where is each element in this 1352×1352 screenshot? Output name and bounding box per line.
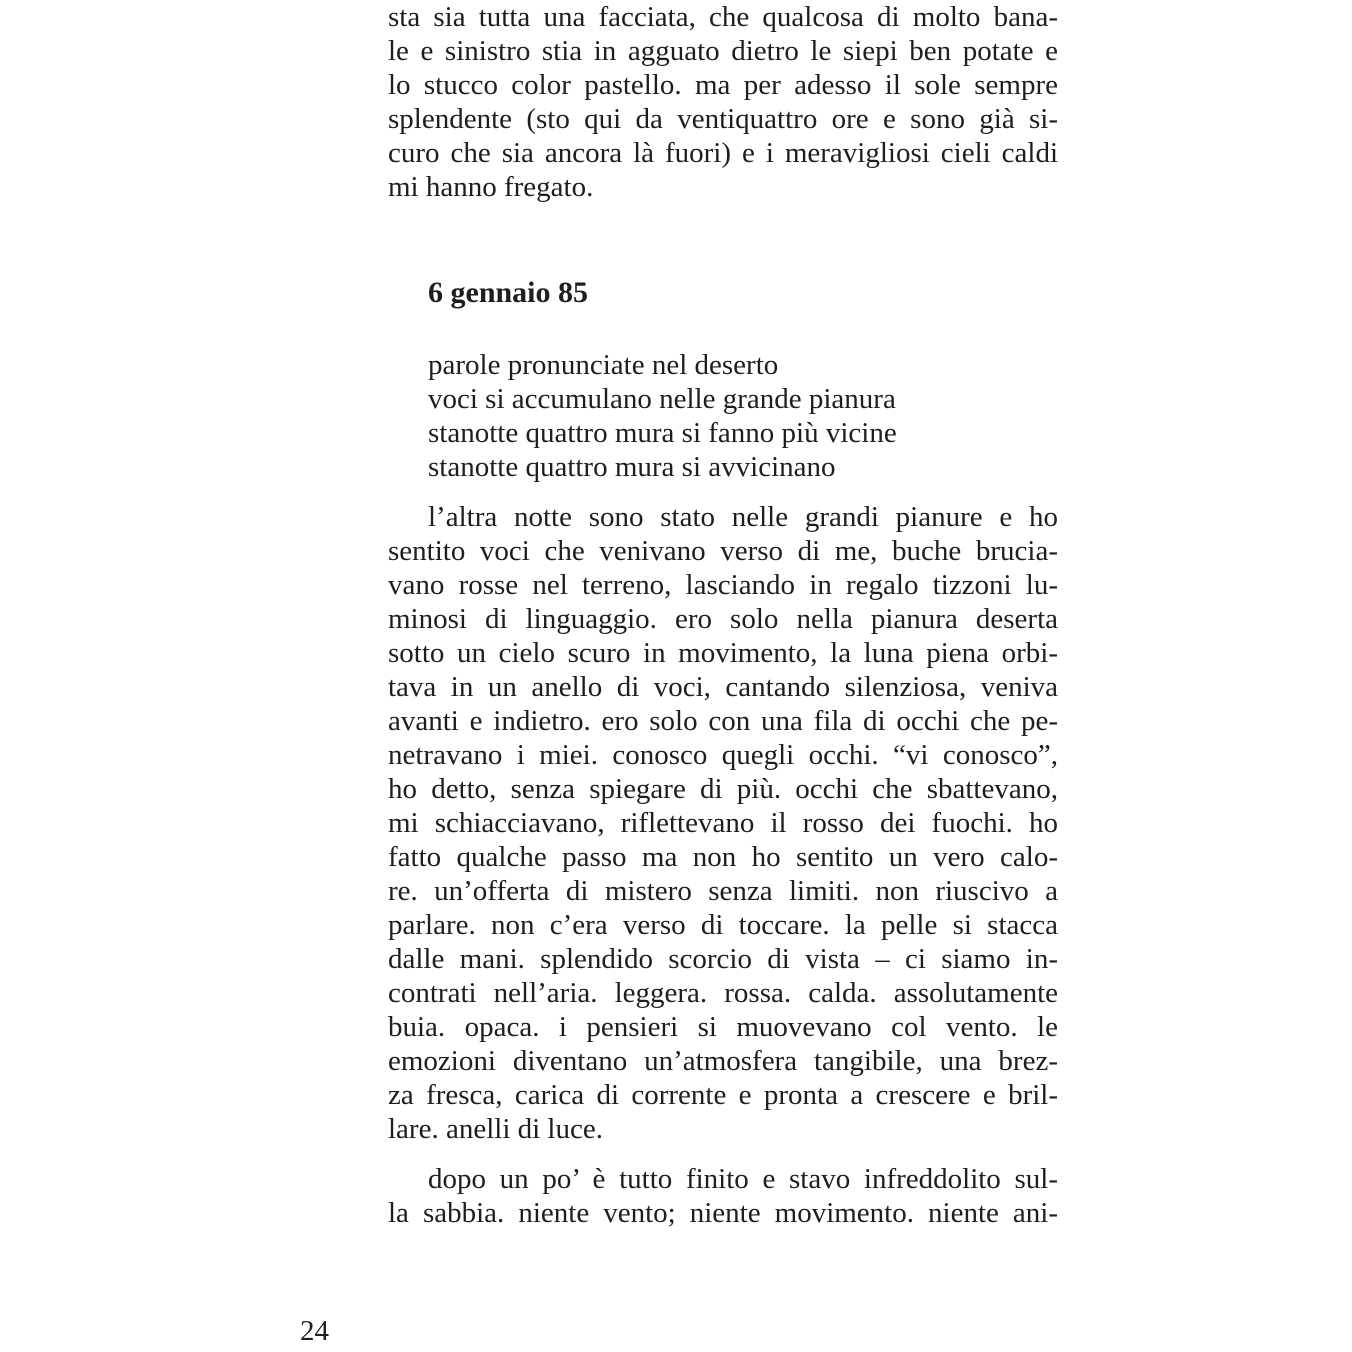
text-line: la sabbia. niente vento; niente movimento. niente ani- <box>388 1197 1058 1229</box>
text-line: parlare. non c’era verso di toccare. la pelle si stacca <box>388 909 1058 941</box>
text-line: le e sinistro stia in agguato dietro le siepi ben potate e <box>388 35 1058 67</box>
text-line: splendente (sto qui da ventiquattro ore e sono già si- <box>388 103 1058 135</box>
text-line: ho detto, senza spiegare di più. occhi che sbattevano, <box>388 773 1058 805</box>
text-line: fatto qualche passo ma non ho sentito un vero calo- <box>388 841 1058 873</box>
text-line: sta sia tutta una facciata, che qualcosa di molto bana- <box>388 1 1058 33</box>
text-line: voci si accumulano nelle grande pianura <box>428 383 896 415</box>
text-line: contrati nell’aria. leggera. rossa. calda. assolutamente <box>388 977 1058 1009</box>
text-line: minosi di linguaggio. ero solo nella pianura deserta <box>388 603 1058 635</box>
paragraph-continued <box>388 0 1058 204</box>
text-line: emozioni diventano un’atmosfera tangibile, una brez- <box>388 1045 1058 1077</box>
text-line: stanotte quattro mura si avvicinano <box>428 451 836 483</box>
page-text-block <box>388 0 1058 1230</box>
text-line: lo stucco color pastello. ma per adesso il sole sempre <box>388 69 1058 101</box>
text-line: sentito voci che venivano verso di me, buche brucia- <box>388 535 1058 567</box>
text-line: tava in un anello di voci, cantando silenziosa, veniva <box>388 671 1058 703</box>
text-line: lare. anelli di luce. <box>388 1113 603 1145</box>
text-line: curo che sia ancora là fuori) e i meravigliosi cieli caldi <box>388 137 1058 169</box>
text-line: l’altra notte sono stato nelle grandi pianure e ho <box>428 501 1058 533</box>
text-line: dopo un po’ è tutto finito e stavo infreddolito sul- <box>428 1163 1058 1195</box>
poem-block <box>388 348 1058 484</box>
page-number: 24 <box>300 1315 329 1347</box>
text-line: vano rosse nel terreno, lasciando in regalo tizzoni lu- <box>388 569 1058 601</box>
entry-date-heading: 6 gennaio 85 <box>428 276 589 309</box>
text-line: sotto un cielo scuro in movimento, la luna piena orbi- <box>388 637 1058 669</box>
text-line: parole pronunciate nel deserto <box>428 349 779 381</box>
paragraph-main <box>388 500 1058 1146</box>
text-line: mi schiacciavano, riflettevano il rosso dei fuochi. ho <box>388 807 1058 839</box>
text-line: mi hanno fregato. <box>388 171 594 203</box>
text-line: dalle mani. splendido scorcio di vista – ci siamo in- <box>388 943 1058 975</box>
text-line: avanti e indietro. ero solo con una fila di occhi che pe- <box>388 705 1058 737</box>
text-line: netravano i miei. conosco quegli occhi. “vi conosco”, <box>388 739 1058 771</box>
text-line: re. un’offerta di mistero senza limiti. non riuscivo a <box>388 875 1058 907</box>
text-line: buia. opaca. i pensieri si muovevano col vento. le <box>388 1011 1058 1043</box>
text-line: stanotte quattro mura si fanno più vicine <box>428 417 897 449</box>
text-line: za fresca, carica di corrente e pronta a crescere e bril- <box>388 1079 1058 1111</box>
paragraph-closing <box>388 1162 1058 1230</box>
